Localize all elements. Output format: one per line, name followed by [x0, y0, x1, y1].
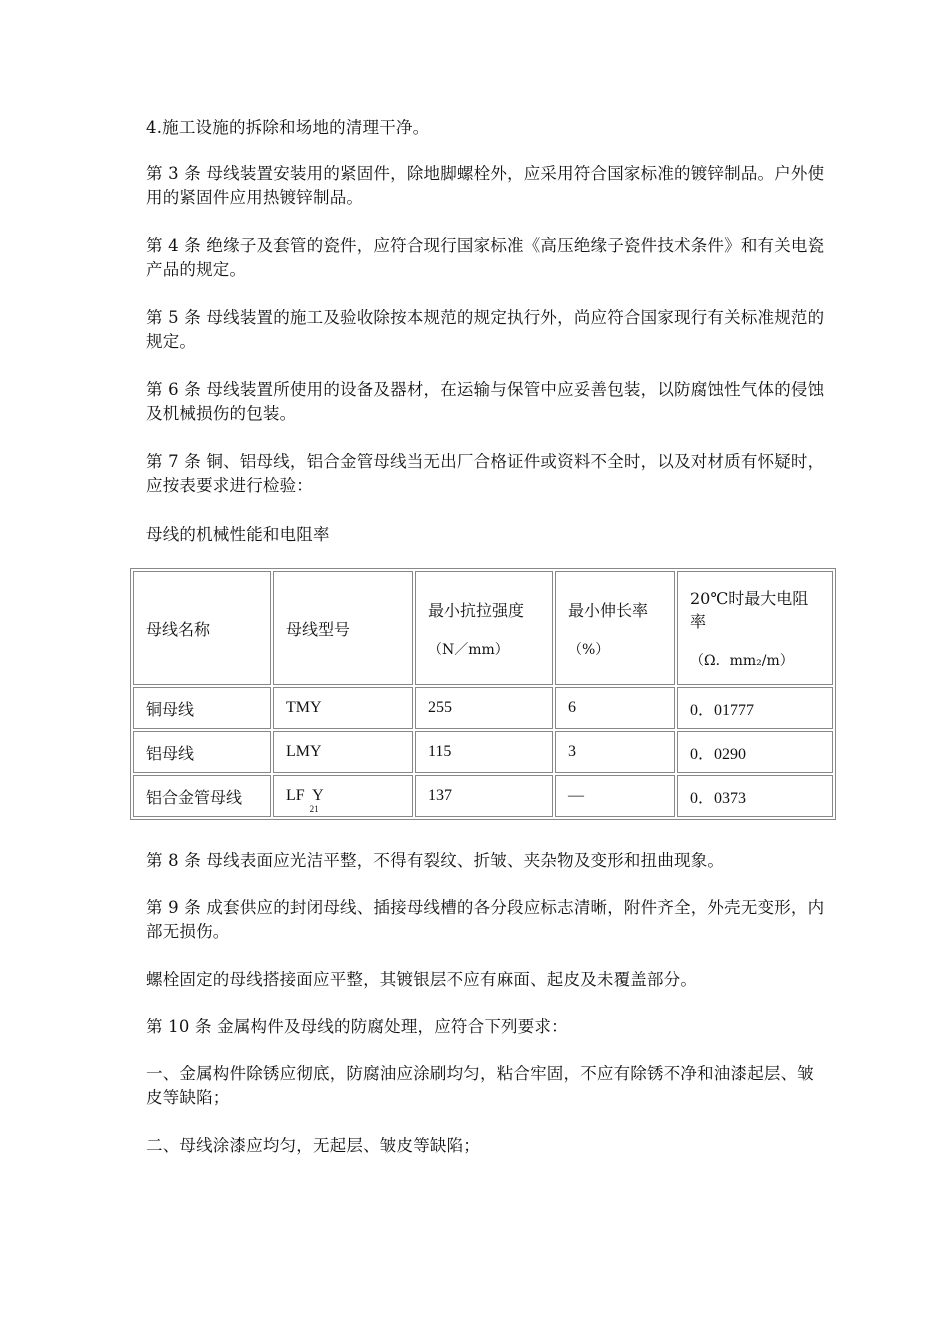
paragraph-cleanup: 4.施工设施的拆除和场地的清理干净。	[146, 118, 430, 137]
cell-model: LMY	[273, 731, 413, 773]
cell-model: TMY	[273, 687, 413, 729]
table-row	[133, 731, 833, 773]
table-title: 母线的机械性能和电阻率	[146, 525, 330, 544]
header-model: 母线型号	[273, 571, 413, 685]
paragraph-article-10: 第 10 条 金属构件及母线的防腐处理，应符合下列要求：	[146, 1017, 568, 1036]
header-resistivity-unit: （Ω．mm₂/m）	[690, 653, 794, 669]
paragraph-article-9: 第 9 条 成套供应的封闭母线、插接母线槽的各分段应标志清晰，附件齐全，外壳无变形，内部无损伤。	[146, 898, 825, 941]
cell-elongation: 6	[555, 687, 675, 729]
paragraph-article-7: 第 7 条 铜、铝母线，铝合金管母线当无出厂合格证件或资料不全时，以及对材质有怀疑时，应按表要求进行检验：	[146, 452, 825, 495]
paragraph-article-4: 第 4 条 绝缘子及套管的瓷件，应符合现行国家标准《高压绝缘子瓷件技术条件》和有关电瓷产品的规定。	[146, 236, 825, 279]
cell-resistivity: 0．0373	[677, 775, 833, 817]
table-header-row	[133, 571, 833, 685]
cell-name: 铝合金管母线	[133, 775, 271, 817]
header-resistivity: 20℃时最大电阻率 （Ω．mm₂/m）	[677, 571, 833, 685]
paragraph-bolt-joint: 螺栓固定的母线搭接面应平整，其镀银层不应有麻面、起皮及未覆盖部分。	[146, 970, 698, 989]
paragraph-item-2: 二、母线涂漆应均匀，无起层、皱皮等缺陷；	[146, 1136, 480, 1155]
cell-strength: 255	[415, 687, 553, 729]
properties-table	[130, 568, 836, 820]
cell-strength: 115	[415, 731, 553, 773]
cell-name: 铝母线	[133, 731, 271, 773]
paragraph-article-3: 第 3 条 母线装置安装用的紧固件，除地脚螺栓外，应采用符合国家标准的镀锌制品。户外使用的紧固件应用热镀锌制品。	[146, 164, 825, 207]
cell-resistivity: 0．0290	[677, 731, 833, 773]
cell-name: 铜母线	[133, 687, 271, 729]
cell-elongation: —	[555, 775, 675, 817]
table-row	[133, 775, 833, 817]
cell-model: LF $Y_{21}$	[273, 775, 413, 817]
header-strength-unit: （N／mm）	[428, 641, 509, 658]
paragraph-item-1: 一、金属构件除锈应彻底，防腐油应涂刷均匀，粘合牢固，不应有除锈不净和油漆起层、皱皮等缺陷；	[146, 1064, 814, 1107]
cell-model-subscript: 21	[309, 804, 319, 814]
paragraph-article-8: 第 8 条 母线表面应光洁平整，不得有裂纹、折皱、夹杂物及变形和扭曲现象。	[146, 851, 725, 870]
cell-strength: 137	[415, 775, 553, 817]
header-elongation-unit: （%）	[568, 641, 610, 658]
header-name: 母线名称	[133, 571, 271, 685]
header-elongation: 最小伸长率 （%）	[555, 571, 675, 685]
paragraph-article-5: 第 5 条 母线装置的施工及验收除按本规范的规定执行外，尚应符合国家现行有关标准规范的规定。	[146, 308, 825, 351]
cell-resistivity: 0．01777	[677, 687, 833, 729]
cell-elongation: 3	[555, 731, 675, 773]
header-strength: 最小抗拉强度 （N／mm）	[415, 571, 553, 685]
paragraph-article-6: 第 6 条 母线装置所使用的设备及器材，在运输与保管中应妥善包装，以防腐蚀性气体的侵蚀及机械损伤的包装。	[146, 380, 825, 423]
table-row	[133, 687, 833, 729]
